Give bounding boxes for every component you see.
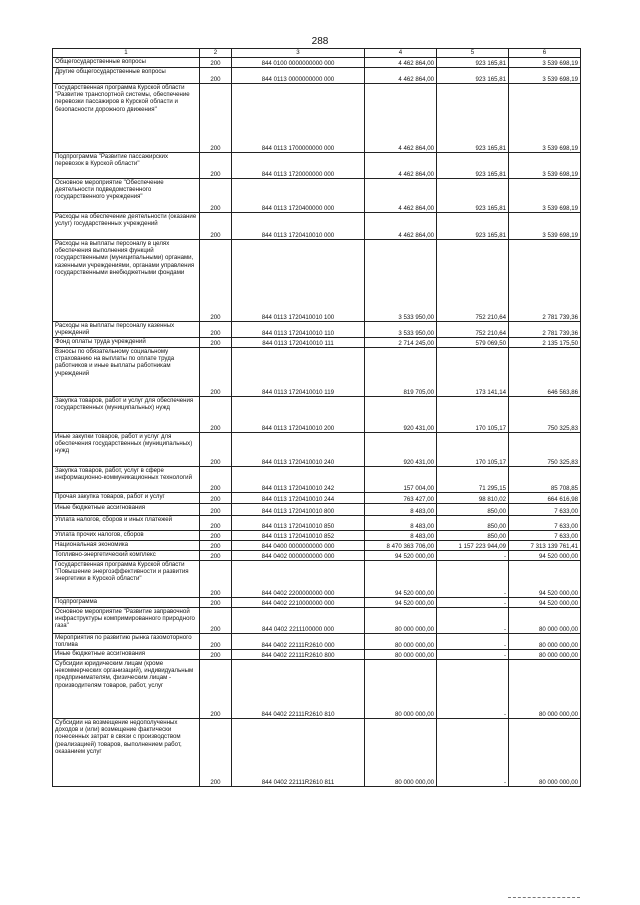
- row-code: 200: [200, 608, 232, 634]
- row-amount-executed: 923 165,81: [437, 68, 509, 84]
- row-amount-approved: 4 462 864,00: [365, 179, 437, 213]
- row-classification: 844 0402 22111R2610 800: [232, 650, 365, 660]
- table-row: [53, 433, 581, 467]
- row-code: 200: [200, 467, 232, 493]
- table-header-row: [53, 49, 581, 58]
- row-amount-executed: -: [437, 634, 509, 650]
- table-row: [53, 240, 581, 322]
- row-amount-remaining: 80 000 000,00: [509, 719, 581, 787]
- table-row: [53, 650, 581, 660]
- row-amount-executed: 752 210,64: [437, 240, 509, 322]
- table-row: [53, 338, 581, 348]
- row-code: 200: [200, 58, 232, 68]
- row-amount-approved: 4 462 864,00: [365, 153, 437, 179]
- row-amount-approved: 4 462 864,00: [365, 84, 437, 153]
- row-classification: 844 0113 1720000000 000: [232, 153, 365, 179]
- page-number: 288: [311, 36, 329, 47]
- table-row: [53, 551, 581, 561]
- row-code: 200: [200, 598, 232, 608]
- table-row: [53, 531, 581, 541]
- row-amount-executed: 850,00: [437, 504, 509, 516]
- row-name: Государственная программа Курской области "Развитие транспортной системы, обеспечение перевозки пассажиров в Курской области и безопасности дорожного движения": [53, 84, 200, 153]
- table-row: [53, 598, 581, 608]
- header-cell-2: 2: [200, 49, 232, 58]
- row-amount-executed: -: [437, 650, 509, 660]
- row-classification: 844 0113 0000000000 000: [232, 68, 365, 84]
- row-amount-executed: -: [437, 660, 509, 719]
- row-amount-approved: 920 431,00: [365, 433, 437, 467]
- row-amount-remaining: 94 520 000,00: [509, 561, 581, 598]
- table-row: [53, 322, 581, 338]
- row-classification: 844 0402 2211100000 000: [232, 608, 365, 634]
- row-amount-executed: -: [437, 598, 509, 608]
- row-amount-executed: 1 157 223 944,09: [437, 541, 509, 551]
- row-name: Другие общегосударственные вопросы: [53, 68, 200, 84]
- row-classification: 844 0113 1720410010 852: [232, 531, 365, 541]
- row-amount-approved: 94 520 000,00: [365, 561, 437, 598]
- row-amount-approved: 80 000 000,00: [365, 660, 437, 719]
- row-amount-remaining: 3 539 698,19: [509, 58, 581, 68]
- row-code: 200: [200, 650, 232, 660]
- row-amount-approved: 8 470 363 706,00: [365, 541, 437, 551]
- row-amount-remaining: 2 781 739,36: [509, 240, 581, 322]
- header-cell-4: 4: [365, 49, 437, 58]
- row-amount-remaining: 2 135 175,50: [509, 338, 581, 348]
- table-row: [53, 213, 581, 240]
- row-amount-remaining: 7 633,00: [509, 516, 581, 531]
- row-amount-approved: 80 000 000,00: [365, 650, 437, 660]
- row-amount-executed: -: [437, 608, 509, 634]
- row-name: Уплата прочих налогов, сборов: [53, 531, 200, 541]
- row-code: 200: [200, 541, 232, 551]
- row-amount-remaining: 646 563,86: [509, 348, 581, 397]
- row-amount-approved: 4 462 864,00: [365, 58, 437, 68]
- table-row: [53, 504, 581, 516]
- row-name: Расходы на выплаты персоналу в целях обеспечения выполнения функций государственными (муниципальными) органами, казенными учреждениями, органами управления государственными внебюджетными фондами: [53, 240, 200, 322]
- row-amount-approved: 3 533 950,00: [365, 240, 437, 322]
- table-row: [53, 660, 581, 719]
- row-amount-remaining: 3 539 698,19: [509, 179, 581, 213]
- row-code: 200: [200, 634, 232, 650]
- row-amount-remaining: 80 000 000,00: [509, 608, 581, 634]
- row-amount-approved: 4 462 864,00: [365, 68, 437, 84]
- row-name: Государственная программа Курской области "Повышение энергоэффективности и развития энергетики в Курской области": [53, 561, 200, 598]
- row-amount-remaining: 80 000 000,00: [509, 634, 581, 650]
- row-amount-remaining: 3 539 698,19: [509, 213, 581, 240]
- row-amount-remaining: 94 520 000,00: [509, 551, 581, 561]
- row-name: Субсидии юридическим лицам (кроме некоммерческих организаций), индивидуальным предпринимателям, физическим лицам - производителям товаров, работ, услуг: [53, 660, 200, 719]
- row-amount-approved: 94 520 000,00: [365, 551, 437, 561]
- table-row: [53, 541, 581, 551]
- row-name: Расходы на выплаты персоналу казенных учреждений: [53, 322, 200, 338]
- row-name: Иные закупки товаров, работ и услуг для обеспечения государственных (муниципальных) нужд: [53, 433, 200, 467]
- row-amount-remaining: 80 000 000,00: [509, 660, 581, 719]
- row-name: Топливно-энергетический комплекс: [53, 551, 200, 561]
- row-amount-approved: 3 533 950,00: [365, 322, 437, 338]
- row-name: Закупка товаров, работ и услуг для обеспечения государственных (муниципальных) нужд: [53, 397, 200, 433]
- row-classification: 844 0402 22111R2610 810: [232, 660, 365, 719]
- row-name: Основное мероприятие "Развитие заправочной инфраструктуры компримированного природного газа": [53, 608, 200, 634]
- header-cell-1: 1: [53, 49, 200, 58]
- row-amount-remaining: 2 781 739,36: [509, 322, 581, 338]
- row-amount-remaining: 7 313 139 761,41: [509, 541, 581, 551]
- row-classification: 844 0113 1720410010 244: [232, 493, 365, 504]
- row-amount-approved: 157 004,00: [365, 467, 437, 493]
- row-name: Мероприятия по развитию рынка газомоторного топлива: [53, 634, 200, 650]
- footer-rule: [508, 897, 580, 898]
- row-code: 200: [200, 433, 232, 467]
- row-amount-approved: 80 000 000,00: [365, 634, 437, 650]
- row-amount-executed: 850,00: [437, 531, 509, 541]
- row-amount-remaining: 85 708,85: [509, 467, 581, 493]
- row-amount-remaining: 80 000 000,00: [509, 650, 581, 660]
- header-cell-3: 3: [232, 49, 365, 58]
- row-name: Закупка товаров, работ, услуг в сфере информационно-коммуникационных технологий: [53, 467, 200, 493]
- row-amount-remaining: 3 539 698,19: [509, 84, 581, 153]
- table-row: [53, 58, 581, 68]
- row-name: Расходы на обеспечение деятельности (оказание услуг) государственных учреждений: [53, 213, 200, 240]
- table-row: [53, 493, 581, 504]
- row-classification: 844 0113 1720410010 119: [232, 348, 365, 397]
- row-amount-approved: 8 483,00: [365, 516, 437, 531]
- row-amount-executed: 579 069,50: [437, 338, 509, 348]
- row-classification: 844 0113 1700000000 000: [232, 84, 365, 153]
- row-name: Общегосударственные вопросы: [53, 58, 200, 68]
- row-classification: 844 0100 0000000000 000: [232, 58, 365, 68]
- row-name: Основное мероприятие "Обеспечение деятельности подведомственного государственного учреждения": [53, 179, 200, 213]
- row-amount-executed: 752 210,64: [437, 322, 509, 338]
- row-amount-approved: 94 520 000,00: [365, 598, 437, 608]
- header-cell-5: 5: [437, 49, 509, 58]
- row-classification: 844 0113 1720410010 200: [232, 397, 365, 433]
- row-amount-remaining: 7 633,00: [509, 504, 581, 516]
- table-row: [53, 179, 581, 213]
- row-amount-approved: 920 431,00: [365, 397, 437, 433]
- row-classification: 844 0113 1720410010 800: [232, 504, 365, 516]
- table-row: [53, 561, 581, 598]
- row-code: 200: [200, 397, 232, 433]
- row-amount-executed: -: [437, 719, 509, 787]
- row-amount-executed: -: [437, 561, 509, 598]
- row-name: Взносы по обязательному социальному страхованию на выплаты по оплате труда работников и иные выплаты работникам учреждений: [53, 348, 200, 397]
- row-amount-executed: 923 165,81: [437, 153, 509, 179]
- table-row: [53, 634, 581, 650]
- table-row: [53, 467, 581, 493]
- row-code: 200: [200, 660, 232, 719]
- row-code: 200: [200, 516, 232, 531]
- row-code: 200: [200, 551, 232, 561]
- row-amount-remaining: 94 520 000,00: [509, 598, 581, 608]
- table-row: [53, 719, 581, 787]
- row-classification: 844 0402 2210000000 000: [232, 598, 365, 608]
- row-amount-remaining: 3 539 698,19: [509, 68, 581, 84]
- header-cell-6: 6: [509, 49, 581, 58]
- row-amount-approved: 80 000 000,00: [365, 719, 437, 787]
- row-amount-remaining: 750 325,83: [509, 397, 581, 433]
- row-code: 200: [200, 338, 232, 348]
- row-classification: 844 0402 22111R2610 811: [232, 719, 365, 787]
- budget-report-table: [52, 48, 581, 787]
- row-name: Подпрограмма: [53, 598, 200, 608]
- row-amount-executed: 850,00: [437, 516, 509, 531]
- row-code: 200: [200, 719, 232, 787]
- row-amount-approved: 819 705,00: [365, 348, 437, 397]
- row-code: 200: [200, 213, 232, 240]
- row-amount-approved: 8 483,00: [365, 531, 437, 541]
- row-code: 200: [200, 240, 232, 322]
- row-name: Уплата налогов, сборов и иных платежей: [53, 516, 200, 531]
- row-classification: 844 0113 1720410010 240: [232, 433, 365, 467]
- table-row: [53, 84, 581, 153]
- row-amount-executed: 173 141,14: [437, 348, 509, 397]
- row-code: 200: [200, 504, 232, 516]
- row-code: 200: [200, 179, 232, 213]
- row-amount-approved: 80 000 000,00: [365, 608, 437, 634]
- row-amount-executed: -: [437, 551, 509, 561]
- row-classification: 844 0113 1720410010 100: [232, 240, 365, 322]
- row-name: Прочая закупка товаров, работ и услуг: [53, 493, 200, 504]
- table-row: [53, 68, 581, 84]
- table-row: [53, 397, 581, 433]
- row-name: Иные бюджетные ассигнования: [53, 650, 200, 660]
- row-amount-executed: 923 165,81: [437, 84, 509, 153]
- row-classification: 844 0113 1720410010 111: [232, 338, 365, 348]
- row-classification: 844 0400 0000000000 000: [232, 541, 365, 551]
- row-classification: 844 0402 2200000000 000: [232, 561, 365, 598]
- row-code: 200: [200, 322, 232, 338]
- row-amount-remaining: 750 325,83: [509, 433, 581, 467]
- row-amount-remaining: 7 633,00: [509, 531, 581, 541]
- row-amount-approved: 8 483,00: [365, 504, 437, 516]
- row-amount-executed: 923 165,81: [437, 213, 509, 240]
- row-classification: 844 0113 1720410010 110: [232, 322, 365, 338]
- row-code: 200: [200, 561, 232, 598]
- row-amount-executed: 923 165,81: [437, 179, 509, 213]
- row-amount-approved: 763 427,00: [365, 493, 437, 504]
- row-amount-executed: 923 165,81: [437, 58, 509, 68]
- row-code: 200: [200, 531, 232, 541]
- table-row: [53, 153, 581, 179]
- row-amount-approved: 4 462 864,00: [365, 213, 437, 240]
- row-name: Подпрограмма "Развитие пассажирских перевозок в Курской области": [53, 153, 200, 179]
- row-code: 200: [200, 84, 232, 153]
- row-classification: 844 0402 22111R2610 000: [232, 634, 365, 650]
- row-amount-executed: 98 810,02: [437, 493, 509, 504]
- row-name: Субсидии на возмещение недополученных доходов и (или) возмещение фактически понесенных затрат в связи с производством (реализацией) товаров, выполнением работ, оказанием услуг: [53, 719, 200, 787]
- row-name: Национальная экономика: [53, 541, 200, 551]
- row-amount-executed: 170 105,17: [437, 397, 509, 433]
- row-amount-executed: 71 295,15: [437, 467, 509, 493]
- table-row: [53, 516, 581, 531]
- row-code: 200: [200, 68, 232, 84]
- row-classification: 844 0113 1720410010 000: [232, 213, 365, 240]
- row-classification: 844 0113 1720410010 242: [232, 467, 365, 493]
- row-amount-executed: 170 105,17: [437, 433, 509, 467]
- row-amount-remaining: 3 539 698,19: [509, 153, 581, 179]
- row-amount-remaining: 664 616,98: [509, 493, 581, 504]
- row-amount-approved: 2 714 245,00: [365, 338, 437, 348]
- row-name: Иные бюджетные ассигнования: [53, 504, 200, 516]
- row-name: Фонд оплаты труда учреждений: [53, 338, 200, 348]
- table-row: [53, 348, 581, 397]
- row-code: 200: [200, 493, 232, 504]
- row-classification: 844 0113 1720410010 850: [232, 516, 365, 531]
- row-code: 200: [200, 153, 232, 179]
- row-classification: 844 0113 1720400000 000: [232, 179, 365, 213]
- row-code: 200: [200, 348, 232, 397]
- table-row: [53, 608, 581, 634]
- row-classification: 844 0402 0000000000 000: [232, 551, 365, 561]
